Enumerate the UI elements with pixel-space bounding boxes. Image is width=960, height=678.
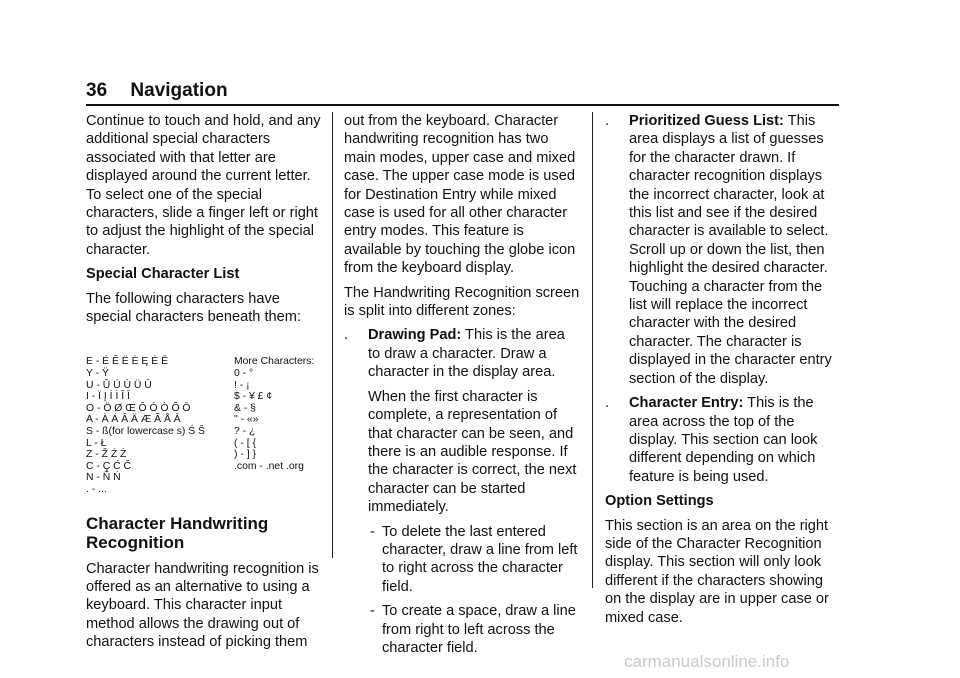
bullet-term: Character Entry: xyxy=(629,395,744,412)
section-heading-handwriting: Character Handwriting Recognition xyxy=(86,513,269,552)
page-title: Navigation xyxy=(130,80,228,101)
option-settings-heading: Option Settings xyxy=(605,493,714,510)
bullet-prioritized-guess-list xyxy=(605,112,839,388)
bullet-mark: . xyxy=(605,113,610,129)
char-row: & - § xyxy=(234,402,256,414)
char-row: C - Ç Ć Č xyxy=(86,460,132,472)
special-character-right-list xyxy=(234,356,324,495)
special-character-table xyxy=(86,356,324,495)
zones-intro-paragraph: The Handwriting Recognition screen is split into different zones: xyxy=(344,284,580,320)
dash-mark: - xyxy=(370,603,375,620)
bullet-mark: . xyxy=(344,327,349,344)
char-row: ) - ] } xyxy=(234,449,256,461)
drawing-pad-detail: When the first character is complete, a representation of that character can be seen, and there is an audible response. If the character is correct, the next character can be started immediately. xyxy=(368,388,577,516)
dash-text: To create a space, draw a line from right to left across the character field. xyxy=(382,603,576,656)
bullet-text: This is the area across the top of the display. This section can look different depending on which feature is being used. xyxy=(629,395,818,485)
special-character-list-heading: Special Character List xyxy=(86,266,240,283)
char-row: .com - .net .org xyxy=(234,460,304,472)
char-row: More Characters: xyxy=(234,356,315,368)
bullet-text: This area displays a list of guesses for the character drawn. If character recognition displays the incorrect character, look at this list and see if the desired character is available to select. Scroll up or down the list, then highlight the desired character. Touching a character from the list will replace the incorrect character with the desired character. The character is displayed in the character entry section of the display. xyxy=(629,113,832,387)
header-rule xyxy=(86,104,839,106)
char-row: U - Û Ú Ù Ü Ū xyxy=(86,379,152,391)
option-settings-paragraph: This section is an area on the right side of the Character Recognition display. This section will only look different if the characters showing on the display are in upper case or mixed case. xyxy=(605,517,829,626)
char-row: ? - ¿ xyxy=(234,426,256,438)
dash-item-space xyxy=(344,602,580,657)
special-character-left-list xyxy=(86,356,205,495)
char-row: E - É Ê Ë È Ę Ė Ē xyxy=(86,356,168,368)
char-row: . - ... xyxy=(86,484,107,495)
char-row: Z - Ž Ź Ż xyxy=(86,449,127,461)
char-row: A - À Á Â Ä Æ Ã Å Ā xyxy=(86,414,181,426)
bullet-mark: . xyxy=(605,395,610,412)
char-row: $ - ¥ £ ¢ xyxy=(234,391,273,403)
handwriting-paragraph: Character handwriting recognition is offered as an alternative to using a keyboard. This character input method allows the drawing out of characters instead of picking them xyxy=(86,560,319,651)
char-row: Y - Ÿ xyxy=(86,368,109,380)
bullet-character-entry xyxy=(605,394,839,486)
dash-item-delete xyxy=(344,523,580,597)
char-row: ! - ¡ xyxy=(234,379,250,391)
bullet-term: Prioritized Guess List: xyxy=(629,113,784,129)
char-row: O - Ö Ø Œ Ô Ó Ò Õ Ō xyxy=(86,402,191,414)
bullet-text: This is the area to draw a character. Draw a character in the display area. xyxy=(368,327,565,381)
intro-paragraph: Continue to touch and hold, and any additional special characters associated with that letter are displayed around the current letter. To select one of the special characters, slide a finger left or right to adjust the highlight of the special character. xyxy=(86,113,321,258)
dash-mark: - xyxy=(370,523,375,540)
char-row: I - Ï Į Í Ì Î Ī xyxy=(86,391,130,403)
column-divider-1 xyxy=(332,112,333,558)
handwriting-continued-paragraph: out from the keyboard. Character handwriting recognition has two main modes, upper case and mixed case. The upper case mode is used for Destination Entry while mixed case is used for all other character entry modes. This feature is available by touching the globe icon from the keyboard display. xyxy=(344,113,576,277)
column-1 xyxy=(86,112,324,658)
column-3 xyxy=(605,112,839,633)
dash-text: To delete the last entered character, draw a line from left to right across the character field. xyxy=(382,523,578,595)
bullet-term: Drawing Pad: xyxy=(368,327,462,344)
char-row: L - Ł xyxy=(86,437,107,449)
page-number: 36 xyxy=(86,80,108,101)
char-row: S - ß(for lowercase s) Ś Š xyxy=(86,426,205,438)
bullet-drawing-pad xyxy=(344,326,580,381)
special-character-intro: The following characters have special characters beneath them: xyxy=(86,290,301,326)
watermark-text: carmanualsonline.info xyxy=(624,652,790,671)
page-header xyxy=(86,80,228,102)
char-row: ( - [ { xyxy=(234,437,256,449)
column-2 xyxy=(344,112,580,663)
char-row: 0 - ° xyxy=(234,368,254,380)
char-row: N - Ñ Ń xyxy=(86,472,121,484)
char-row: " - «» xyxy=(234,414,259,426)
column-divider-2 xyxy=(592,112,593,588)
